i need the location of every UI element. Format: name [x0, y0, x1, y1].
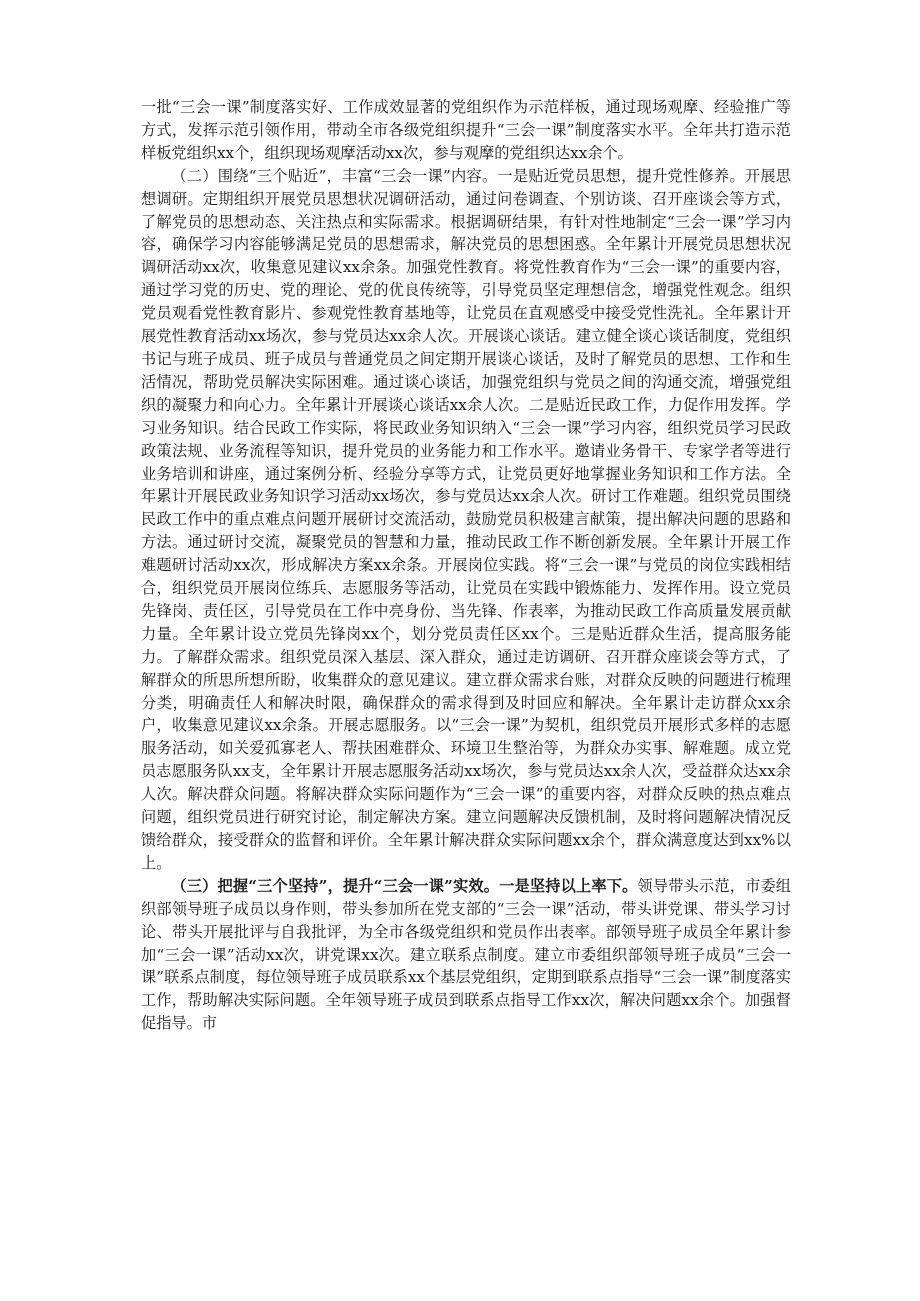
paragraph-section-three [141, 875, 791, 1035]
document-page [141, 96, 791, 1035]
paragraph-continuation: 一批“三会一课”制度落实好、工作成效显著的党组织作为示范样板，通过现场观摩、经验推广等方式，发挥示范引领作用，带动全市各级党组织提升“三会一课”制度落实水平。全年共打造示范样板党组织xx个，组织现场观摩活动xx次，参与观摩的党组织达xx余个。 [141, 98, 791, 162]
section-three-body: 领导带头示范，市委组织部领导班子成员以身作则，带头参加所在党支部的“三会一课”活动，带头讲党课、带头学习讨论、带头开展批评与自我批评，为全市各级党组织和党员作出表率。部领导班子成员全年累计参加“三会一课”活动xx次，讲党课xx次。建立联系点制度。建立市委组织部领导班子成员“三会一课”联系点制度，每位领导班子成员联系xx个基层党组织，定期到联系点指导“三会一课”制度落实工作，帮助解决实际问题。全年领导班子成员到联系点指导工作xx次，解决问题xx余个。加强督促指导。市 [141, 876, 791, 1033]
section-three-heading: （三）把握“三个坚持”，提升“三会一课”实效。一是坚持以上率下。 [171, 876, 638, 895]
paragraph-section-two: （二）围绕“三个贴近”，丰富“三会一课”内容。一是贴近党员思想，提升党性修养。开展思想调研。定期组织开展党员思想状况调研活动，通过问卷调查、个别访谈、召开座谈会等方式，了解党员的思想动态、关注热点和实际需求。根据调研结果，有针对性地制定“三会一课”学习内容，确保学习内容能够满足党员的思想需求，解决党员的思想困惑。全年累计开展党员思想状况调研活动xx次，收集意见建议xx余条。加强党性教育。将党性教育作为“三会一课”的重要内容，通过学习党的历史、党的理论、党的优良传统等，引导党员坚定理想信念，增强党性观念。组织党员观看党性教育影片、参观党性教育基地等，让党员在直观感受中接受党性洗礼。全年累计开展党性教育活动xx场次，参与党员达xx余人次。开展谈心谈话。建立健全谈心谈话制度，党组织书记与班子成员、班子成员与普通党员之间定期开展谈心谈话，及时了解党员的思想、工作和生活情况，帮助党员解决实际困难。通过谈心谈话，加强党组织与党员之间的沟通交流，增强党组织的凝聚力和向心力。全年累计开展谈心谈话xx余人次。二是贴近民政工作，力促作用发挥。学习业务知识。结合民政工作实际，将民政业务知识纳入“三会一课”学习内容，组织党员学习民政政策法规、业务流程等知识，提升党员的业务能力和工作水平。邀请业务骨干、专家学者等进行业务培训和讲座，通过案例分析、经验分享等方式，让党员更好地掌握业务知识和工作方法。全年累计开展民政业务知识学习活动xx场次，参与党员达xx余人次。研讨工作难题。组织党员围绕民政工作中的重点难点问题开展研讨交流活动，鼓励党员积极建言献策，提出解决问题的思路和方法。通过研讨交流，凝聚党员的智慧和力量，推动民政工作不断创新发展。全年累计开展工作难题研讨活动xx次，形成解决方案xx余条。开展岗位实践。将“三会一课”与党员的岗位实践相结合，组织党员开展岗位练兵、志愿服务等活动，让党员在实践中锻炼能力、发挥作用。设立党员先锋岗、责任区，引导党员在工作中亮身份、当先锋、作表率，为推动民政工作高质量发展贡献力量。全年累计设立党员先锋岗xx个，划分党员责任区xx个。三是贴近群众生活，提高服务能力。了解群众需求。组织党员深入基层、深入群众，通过走访调研、召开群众座谈会等方式，了解群众的所思所想所盼，收集群众的意见建议。建立群众需求台账，对群众反映的问题进行梳理分类，明确责任人和解决时限，确保群众的需求得到及时回应和解决。全年累计走访群众xx余户，收集意见建议xx余条。开展志愿服务。以“三会一课”为契机，组织党员开展形式多样的志愿服务活动，如关爱孤寡老人、帮扶困难群众、环境卫生整治等，为群众办实事、解难题。成立党员志愿服务队xx支，全年累计开展志愿服务活动xx场次，参与党员达xx余人次，受益群众达xx余人次。解决群众问题。将解决群众实际问题作为“三会一课”的重要内容，对群众反映的热点难点问题，组织党员进行研究讨论，制定解决方案。建立问题解决反馈机制，及时将问题解决情况反馈给群众，接受群众的监督和评价。全年累计解决群众实际问题xx余个，群众满意度达到xx%以上。 [141, 166, 791, 872]
